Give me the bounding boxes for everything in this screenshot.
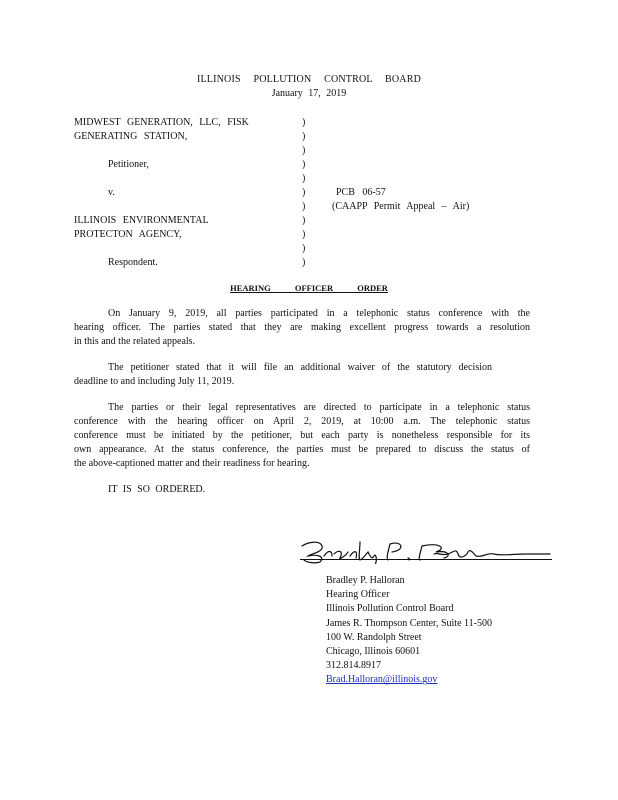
case-type: (CAAPP Permit Appeal – Air) [332,201,470,212]
caption-paren: ) [302,131,306,142]
paragraph-line: conference with the hearing officer on April 2, 2019, at 10:00 a.m. The telephonic status [74,416,530,427]
respondent-role: Respondent. [108,257,158,268]
versus: v. [108,187,115,198]
caption-paren: ) [302,117,306,128]
caption-paren: ) [302,187,306,198]
caption-paren: ) [302,145,306,156]
paragraph-directive [74,401,530,471]
paragraph-line: The petitioner stated that it will file an additional waiver of the statutory decision [108,362,492,373]
order-heading-text: HEARING OFFICER ORDER [230,283,388,293]
paragraph-line: deadline to and including July 11, 2019. [74,376,235,387]
paragraph-line: The parties or their legal representatives are directed to participate in a telephonic status [108,402,530,413]
caption-paren: ) [302,229,306,240]
caption-paren: ) [302,159,306,170]
order-heading [0,283,618,293]
petitioner-name-line2: GENERATING STATION, [74,131,188,142]
signer-phone: 312.814.8917 [326,660,381,672]
caption-paren: ) [302,215,306,226]
case-caption [74,116,554,270]
paragraph-line: own appearance. At the status conference, the parties must be prepared to discuss the status of [74,444,530,455]
case-number: PCB 06-57 [336,187,386,198]
board-title: ILLINOIS POLLUTION CONTROL BOARD [196,74,422,85]
caption-paren: ) [302,257,306,268]
respondent-name-line2: PROTECTON AGENCY, [74,229,182,240]
signer-name: Bradley P. Halloran [326,575,405,586]
paragraph-line: in this and the related appeals. [74,336,196,347]
petitioner-name-line1: MIDWEST GENERATION, LLC, FISK [74,117,249,128]
paragraph-status-conference [74,307,530,349]
caption-paren: ) [302,173,306,184]
so-ordered: IT IS SO ORDERED. [108,484,206,495]
caption-paren: ) [302,201,306,212]
document-date: January 17, 2019 [271,88,347,99]
signer-organization: Illinois Pollution Control Board [326,603,454,615]
petitioner-role: Petitioner, [108,159,149,170]
paragraph-waiver [74,361,530,389]
signature-line [300,559,552,560]
paragraph-line: hearing officer. The parties stated that they are making excellent progress towards a resolution [74,322,530,333]
signer-email-link[interactable]: Brad.Halloran@illinois.gov [326,674,438,686]
signer-building: James R. Thompson Center, Suite 11-500 [326,617,492,629]
paragraph-line: conference must be initiated by the petitioner, but each party is nonetheless responsible for its [74,430,530,441]
signer-street: 100 W. Randolph Street [326,631,422,643]
paragraph-line: On January 9, 2019, all parties participated in a telephonic status conference with the [108,308,530,319]
signature-block [326,574,492,688]
paragraph-line: the above-captioned matter and their readiness for hearing. [74,458,310,469]
signer-city: Chicago, Illinois 60601 [326,646,421,658]
respondent-name-line1: ILLINOIS ENVIRONMENTAL [74,215,209,226]
signer-title: Hearing Officer [326,589,390,601]
caption-paren: ) [302,243,306,254]
